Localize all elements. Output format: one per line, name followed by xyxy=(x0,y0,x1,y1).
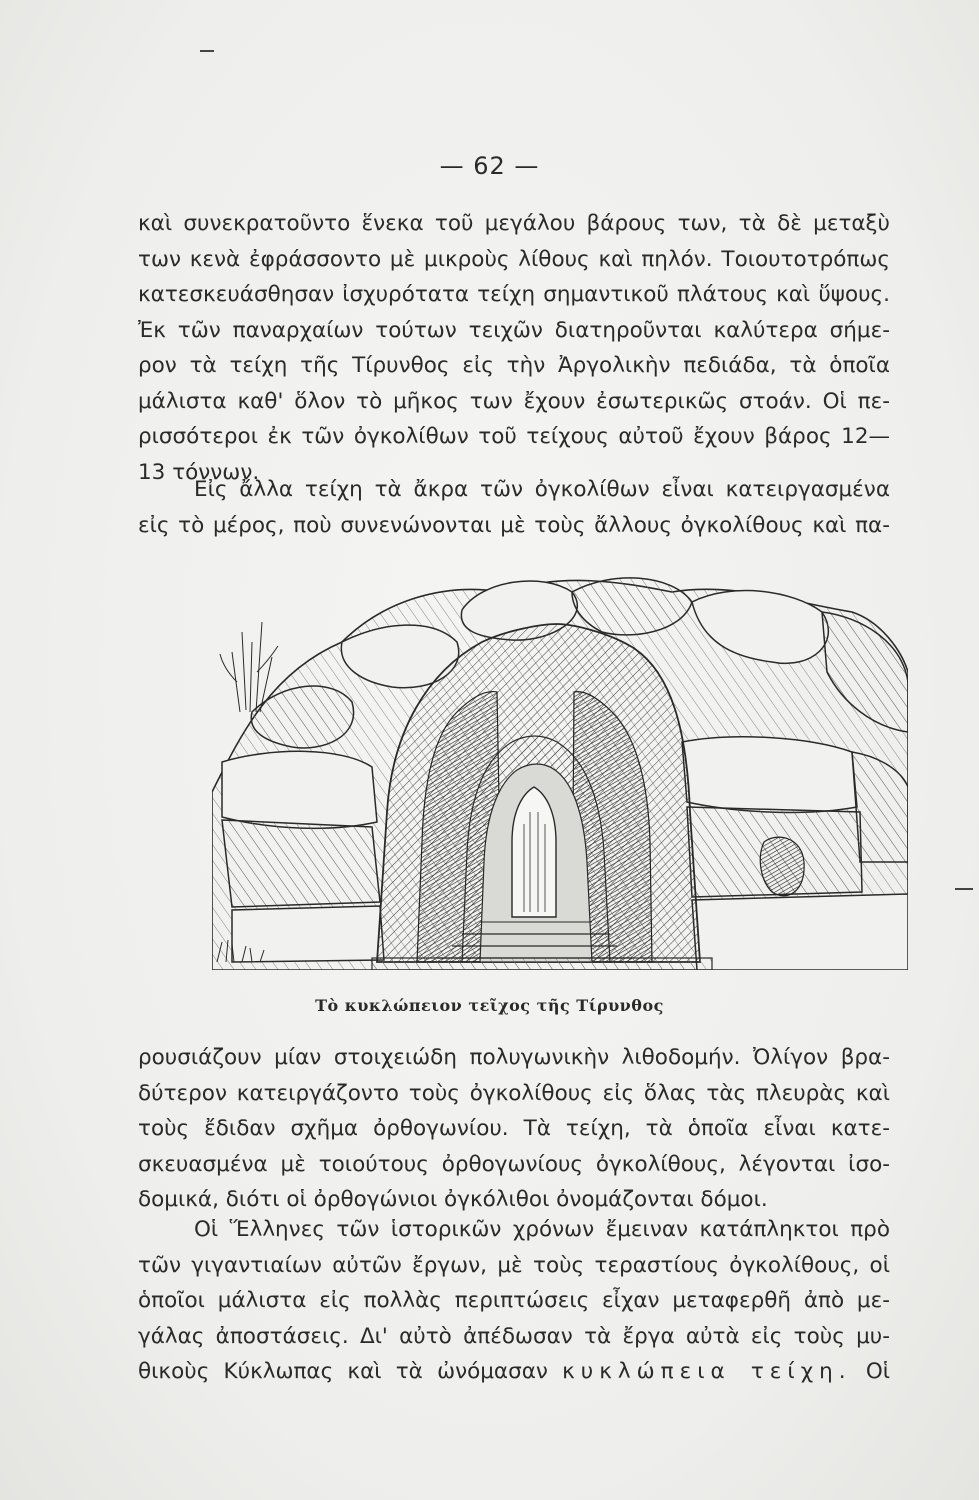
text-line: Οἱ Ἕλληνες τῶν ἱστορικῶν χρόνων ἔμειναν κατάπληκτοι πρὸ xyxy=(194,1217,890,1242)
text-line: των κενὰ ἐφράσσοντο μὲ μικροὺς λίθους καὶ πηλόν. Τοιουτοτρόπως xyxy=(138,246,890,272)
text-line: ρον τὰ τείχη τῆς Τίρυνθος εἰς τὴν Ἀργολικὴν πεδιάδα, τὰ ὁποῖα xyxy=(138,353,890,378)
text-line: σκευασμένα μὲ τοιούτους ὀρθογωνίους ὀγκολίθους, λέγονται ἰσο- xyxy=(138,1151,890,1177)
text-line: τοὺς ἔδιδαν σχῆμα ὀρθογωνίου. Τὰ τείχη, τὰ ὁποῖα εἶναι κατε- xyxy=(138,1116,890,1141)
text-line: τῶν γιγαντιαίων αὐτῶν ἔργων, μὲ τοὺς τεραστίους ὀγκολίθους, οἱ xyxy=(138,1252,890,1278)
text-line: Ἐκ τῶν παναρχαίων τούτων τειχῶν διατηροῦνται καλύτερα σήμε- xyxy=(138,317,890,343)
text-line: καὶ συνεκρατοῦντο ἕνεκα τοῦ μεγάλου βάρους των, τὰ δὲ μεταξὺ xyxy=(138,211,890,236)
text-line: ρουσιάζουν μίαν στοιχειώδη πολυγωνικὴν λιθοδομήν. Ὀλίγον βρα- xyxy=(138,1045,890,1070)
scan-edge-mark xyxy=(955,888,973,890)
text-line xyxy=(138,1354,890,1390)
text-line: 13 τόννων. xyxy=(138,459,260,485)
text-line: γάλας ἀποστάσεις. Δι' αὐτὸ ἀπέδωσαν τὰ ἔργα αὐτὰ εἰς τοὺς μυ- xyxy=(138,1323,890,1349)
paragraph-1 xyxy=(138,206,890,490)
tiryns-gallery-illustration xyxy=(212,562,908,970)
scan-edge-mark xyxy=(200,50,214,52)
text-line: δομικά, διότι οἱ ὀρθογώνιοι ὀγκόλιθοι ὀνομάζονται δόμοι. xyxy=(138,1187,768,1212)
text-line: εἰς τὸ μέρος, ποὺ συνενώνονται μὲ τοὺς ἄλλους ὀγκολίθους καὶ πα- xyxy=(138,512,890,538)
figure-caption: Τὸ κυκλώπειον τεῖχος τῆς Τίρυνθος xyxy=(315,996,664,1015)
text-line: Εἰς ἄλλα τείχη τὰ ἄκρα τῶν ὀγκολίθων εἶναι κατειργασμένα xyxy=(194,477,890,502)
text-line: μάλιστα καθ' ὅλον τὸ μῆκος των ἔχουν ἐσωτερικῶς στοάν. Οἱ πε- xyxy=(138,388,890,414)
paragraph-2 xyxy=(138,472,890,543)
spaced-term: κυκλώπεια τείχη. xyxy=(562,1359,852,1384)
paragraph-4 xyxy=(138,1212,890,1390)
text-fragment: θικοὺς Κύκλωπας καὶ τὰ ὠνόμασαν xyxy=(138,1359,548,1384)
text-line: ὁποῖοι μάλιστα εἰς πολλὰς περιπτώσεις εἶχαν μεταφερθῆ ἀπὸ με- xyxy=(138,1288,890,1313)
page-number: — 62 — xyxy=(439,152,540,180)
text-fragment: Οἱ xyxy=(865,1359,891,1384)
text-line: δύτερον κατειργάζοντο τοὺς ὀγκολίθους εἰς ὅλας τὰς πλευρὰς καὶ xyxy=(138,1080,890,1106)
text-line: ρισσότεροι ἐκ τῶν ὀγκολίθων τοῦ τείχους αὐτοῦ ἔχουν βάρος 12— xyxy=(138,424,890,449)
text-line: κατεσκευάσθησαν ἰσχυρότατα τείχη σημαντικοῦ πλάτους καὶ ὕψους. xyxy=(138,282,890,307)
paragraph-3 xyxy=(138,1040,890,1218)
